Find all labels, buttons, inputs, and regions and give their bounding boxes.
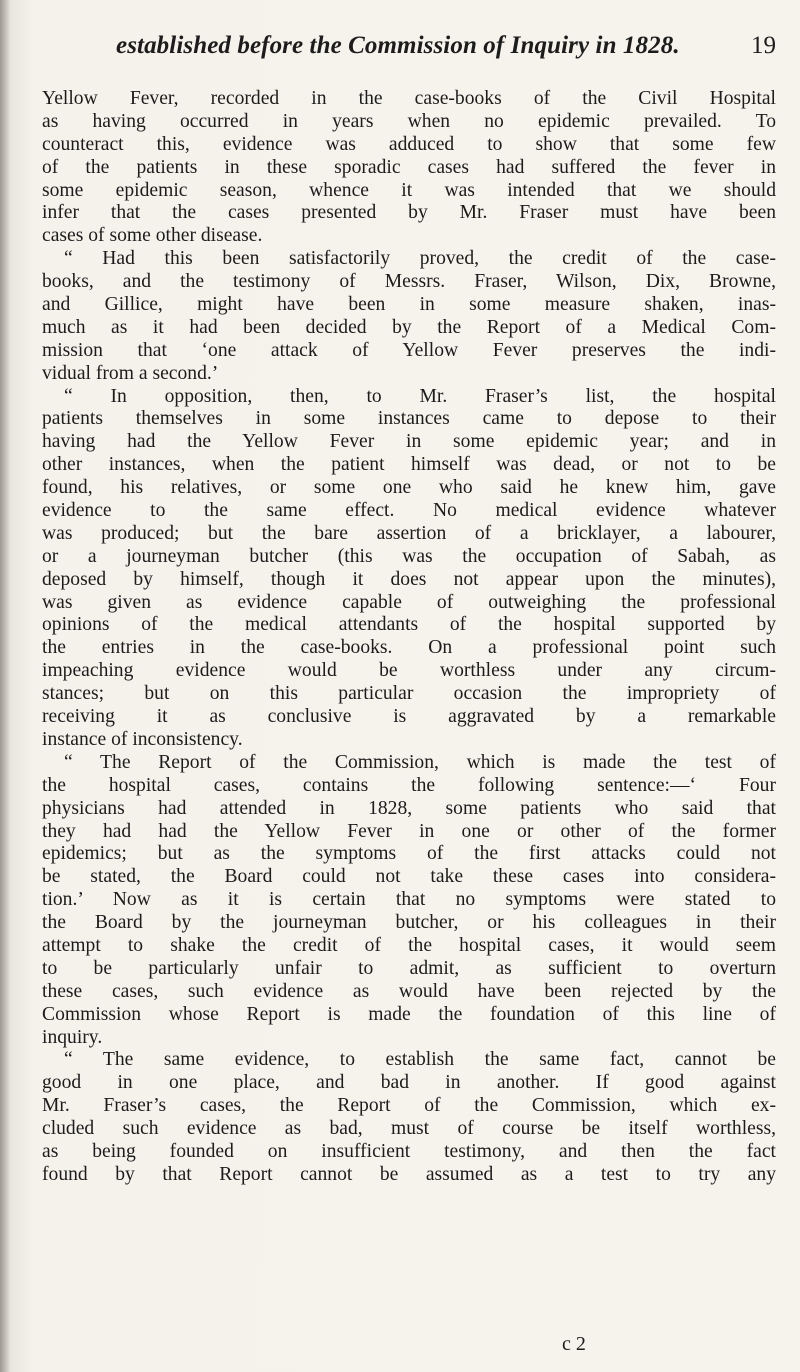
text-line: attempt to shake the credit of the hospital cases, it would seem [42,934,776,956]
text-line: they had had the Yellow Fever in one or other of the former [42,820,776,842]
text-line: patients themselves in some instances came to depose to their [42,408,776,430]
signature-mark: c 2 [562,1333,586,1355]
text-line: tion.’ Now as it is certain that no symptoms were stated to [42,889,776,911]
text-line: as having occurred in years when no epidemic prevailed. To [42,110,776,132]
page-header [116,32,776,68]
text-line: the Board by the journeyman butcher, or his colleagues in their [42,912,776,934]
text-line: impeaching evidence would be worthless under any circum- [42,660,776,682]
text-line: “ The same evidence, to establish the same fact, cannot be [64,1049,776,1071]
text-line: the hospital cases, contains the following sentence:—‘ Four [42,774,776,796]
text-line: other instances, when the patient himself was dead, or not to be [42,454,776,476]
text-line: epidemics; but as the symptoms of the first attacks could not [42,843,776,865]
page-binding-edge [0,0,10,1372]
text-line: deposed by himself, though it does not appear upon the minutes), [42,568,776,590]
text-line: found by that Report cannot be assumed as a test to try any [42,1163,776,1185]
text-line: evidence to the same effect. No medical evidence whatever [42,500,776,522]
text-line: books, and the testimony of Messrs. Fraser, Wilson, Dix, Browne, [42,271,776,293]
text-line: mission that ‘one attack of Yellow Fever preserves the indi- [42,339,776,361]
text-line: infer that the cases presented by Mr. Fraser must have been [42,202,776,224]
text-line: “ In opposition, then, to Mr. Fraser’s list, the hospital [64,385,776,407]
text-line: and Gillice, might have been in some measure shaken, inas- [42,294,776,316]
text-line: was given as evidence capable of outweighing the professional [42,591,776,613]
text-line: the entries in the case-books. On a professional point such [42,637,776,659]
text-line: to be particularly unfair to admit, as sufficient to overturn [42,957,776,979]
text-line: stances; but on this particular occasion the impropriety of [42,683,776,705]
text-line: found, his relatives, or some one who said he knew him, gave [42,477,776,499]
text-line: of the patients in these sporadic cases had suffered the fever in [42,156,776,178]
text-line: having had the Yellow Fever in some epidemic year; and in [42,431,776,453]
text-line: much as it had been decided by the Report of a Medical Com- [42,316,776,338]
text-line: Yellow Fever, recorded in the case-books of the Civil Hospital [42,88,776,109]
text-line: vidual from a second.’ [42,362,219,384]
text-line: inquiry. [42,1026,103,1048]
text-line: “ Had this been satisfactorily proved, the credit of the case- [64,248,776,270]
text-line: as being founded on insufficient testimony, and then the fact [42,1140,776,1162]
page-number: 19 [751,32,776,59]
text-line: instance of inconsistency. [42,728,243,750]
text-line: cases of some other disease. [42,225,263,247]
text-line: be stated, the Board could not take these cases into considera- [42,866,776,888]
text-line: counteract this, evidence was adduced to show that some few [42,133,776,155]
running-head: established before the Commission of Inquiry in 1828. [116,32,680,59]
text-line: “ The Report of the Commission, which is made the test of [64,751,776,773]
text-line: physicians had attended in 1828, some patients who said that [42,797,776,819]
text-line: Mr. Fraser’s cases, the Report of the Commission, which ex- [42,1095,776,1117]
text-line: was produced; but the bare assertion of a bricklayer, a labourer, [42,522,776,544]
text-line: these cases, such evidence as would have been rejected by the [42,980,776,1002]
text-line: or a journeyman butcher (this was the occupation of Sabah, as [42,545,776,567]
text-line: Commission whose Report is made the foundation of this line of [42,1003,776,1025]
text-line: some epidemic season, whence it was intended that we should [42,179,776,201]
text-line: receiving it as conclusive is aggravated by a remarkable [42,706,776,728]
text-line: good in one place, and bad in another. If good against [42,1072,776,1094]
body-text [42,88,776,1187]
text-line: cluded such evidence as bad, must of course be itself worthless, [42,1118,776,1140]
text-line: opinions of the medical attendants of the hospital supported by [42,614,776,636]
